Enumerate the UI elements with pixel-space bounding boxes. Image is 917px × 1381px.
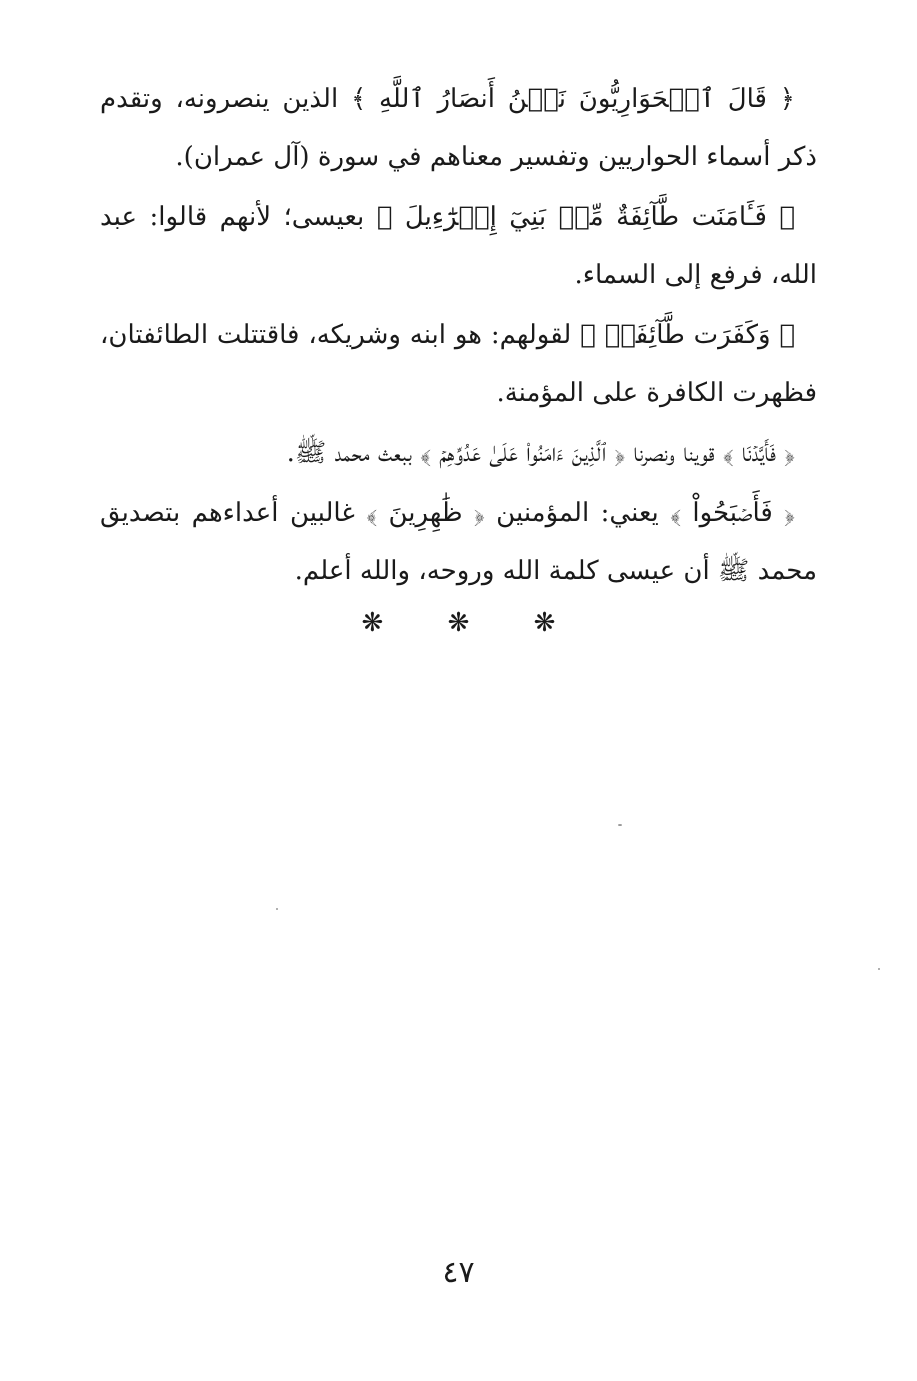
paragraph-victorious: ﴿ فَأَصۡبَحُواْ ﴾ يعني: المؤمنين ﴿ ظَٰهِرِينَ ﴾ غالبين أعداءهم بتصديق محمد ﷺ أن عيسى كلمة الله وروحه، والله أعلم. <box>100 498 817 586</box>
paragraph-believing-group: ﴿ فَـَٔامَنَت طَّآئِفَةٌ مِّنۢ بَنِيٓ إِسۡرَٰٓءِيلَ ﴾ بعيسى؛ لأنهم قالوا: عبد الله، فرفع إلى السماء. <box>100 202 817 290</box>
paragraph-support: ﴿ فَأَيَّدۡنَا ﴾ قوينا ونصرنا ﴿ ٱلَّذِينَ ءَامَنُواْ عَلَىٰ عَدُوِّهِمۡ ﴾ ببعث محمد ﷺ. <box>286 438 795 468</box>
section-separator: ❋ ❋ ❋ <box>361 608 584 638</box>
scan-speck <box>878 968 880 970</box>
page-body <box>100 70 817 638</box>
page-number: ٤٧ <box>442 1255 475 1290</box>
scan-speck <box>276 908 278 910</box>
scan-speck <box>618 824 622 826</box>
paragraph-disbelieving-group: ﴿ وَكَفَرَت طَّآئِفَةٞ ﴾ لقولهم: هو ابنه وشريكه، فاقتتلت الطائفتان، فظهرت الكافرة على المؤمنة. <box>100 320 817 408</box>
paragraph-hawariyyun: ﴿ قَالَ ٱلۡحَوَارِيُّونَ نَحۡنُ أَنصَارُ ٱللَّهِ ﴾ الذين ينصرونه، وتقدم ذكر أسماء الحواريين وتفسير معناهم في سورة (آل عمران). <box>100 84 817 172</box>
